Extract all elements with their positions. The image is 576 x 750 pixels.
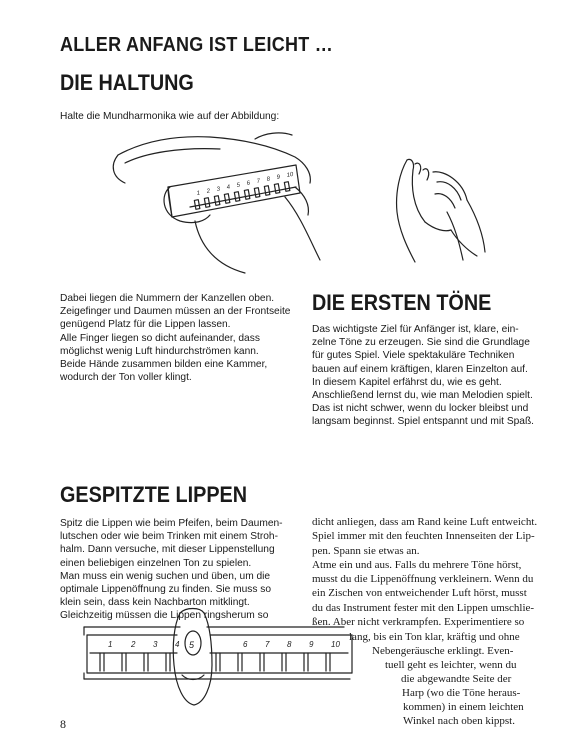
- lippen-left-line: Gleichzeitig müssen die Lippen ringsherum so: [60, 610, 269, 622]
- lippen-right-line: Atme ein und aus. Falls du mehrere Töne hörst,: [312, 558, 522, 571]
- ersten-toene-body-line: langsam beginnst. Spiel entspannt und mit Spaß.: [312, 416, 534, 428]
- haltung-body-line: wodurch der Ton voller klingt.: [60, 372, 192, 384]
- harmonica-hole-number: 5: [236, 182, 241, 189]
- lippen-wrap-line-2: Nebengeräusche erklingt. Even-: [372, 645, 514, 657]
- lippen-left-line: halm. Dann versuche, mit dieser Lippenstellung: [60, 544, 275, 556]
- page-number: 8: [60, 717, 66, 731]
- lippen-left-line: optimale Lippenöffnung zu finden. Sie muss so: [60, 584, 272, 596]
- haltung-body: [60, 292, 290, 384]
- lippen-wrap-line-5: Harp (wo die Töne heraus-: [402, 687, 521, 699]
- harmonica-hole-number: 2: [131, 640, 136, 649]
- harmonica-hole-number: 6: [246, 180, 251, 187]
- lippen-right-line: dicht anliegen, dass am Rand keine Luft entweicht.: [312, 516, 538, 528]
- page-title: ALLER ANFANG IST LEICHT …: [60, 34, 334, 56]
- lippen-left-line: Man muss ein wenig suchen und üben, um die: [60, 570, 271, 582]
- lippen-left-line: einen beliebigen einzelnen Ton zu spielen.: [60, 557, 252, 569]
- ersten-toene-body-line: bauen auf einem kräftigen, klaren Einzelton auf.: [312, 363, 528, 375]
- lippen-wrap-line-1: lang, bis ein Ton klar, kräftig und ohne: [349, 631, 520, 643]
- hand-holding-harmonica-illustration: [100, 125, 325, 285]
- section-heading-haltung: DIE HALTUNG: [60, 70, 194, 95]
- ersten-toene-body-line: Anschließend lernst du, wie man Melodien spielt.: [312, 390, 533, 402]
- lippen-left-line: Spitz die Lippen wie beim Pfeifen, beim Daumen-: [60, 518, 283, 529]
- section-heading-gespitzte-lippen: GESPITZTE LIPPEN: [60, 482, 248, 507]
- section-heading-ersten-toene: DIE ERSTEN TÖNE: [312, 290, 492, 315]
- harmonica-hole-number: 4: [226, 184, 231, 191]
- harmonica-hole-numbers: [196, 172, 294, 197]
- harmonica-hole-number: 10: [286, 171, 294, 179]
- harmonica-hole-number: 4: [175, 640, 180, 649]
- haltung-body-line: möglichst wenig Luft hindurchströmen kann.: [60, 345, 259, 357]
- harmonica-hole-number: 7: [256, 178, 261, 185]
- haltung-body-line: Beide Hände zusammen bilden eine Kammer,: [60, 359, 268, 371]
- haltung-intro: Halte die Mundharmonika wie auf der Abbildung:: [60, 111, 280, 122]
- haltung-body-line: Zeigefinger und Daumen müssen an der Frontseite: [60, 306, 291, 318]
- lippen-right-line: pen. Spann sie etwas an.: [312, 544, 420, 557]
- lippen-left-line: klein sein, dass kein Nachbarton mitklingt.: [60, 597, 250, 609]
- ersten-toene-body: [312, 323, 534, 429]
- harmonica-hole-number: 1: [108, 640, 113, 649]
- harmonica-hole-number: 8: [287, 640, 292, 649]
- lippen-right-line: Spiel immer mit den feuchten Innenseiten der Lip-: [312, 530, 535, 543]
- lippen-wrap-line-3: tuell geht es leichter, wenn du: [385, 659, 517, 671]
- harmonica-hole-number: 3: [216, 186, 221, 193]
- lippen-right-line: ein Zischen von entweichender Luft hörst, musst: [312, 587, 527, 600]
- harmonica-hole-number: 7: [265, 640, 270, 649]
- harmonica-hole-number: 1: [196, 190, 201, 197]
- haltung-body-line: genügend Platz für die Lippen lassen.: [60, 319, 231, 331]
- harmonica-hole-number: 5: [189, 640, 195, 650]
- harmonica-hole-number: 9: [276, 174, 281, 181]
- ersten-toene-body-line: zelne Töne zu erzeugen. Sie sind die Grundlage: [312, 337, 530, 349]
- lippen-right-line: ßen. Aber nicht verkrampfen. Experimentiere so: [312, 616, 525, 629]
- harmonica-hole-number: 6: [243, 640, 248, 649]
- ersten-toene-body-line: In diesem Kapitel erfährst du, wie es geht.: [312, 376, 502, 388]
- lippen-wrap-line-7: Winkel nach oben kippst.: [403, 715, 515, 727]
- haltung-body-line: Dabei liegen die Nummern der Kanzellen oben.: [60, 293, 275, 304]
- lippen-wrap-line-4: die abgewandte Seite der: [401, 673, 512, 685]
- haltung-body-line: Alle Finger liegen so dicht aufeinander, dass: [60, 332, 260, 344]
- ersten-toene-body-line: für gutes Spiel. Viele spektakuläre Techniken: [312, 350, 515, 362]
- harmonica-hole-number: 2: [206, 188, 211, 195]
- lippen-left-line: lutschen oder wie beim Trinken mit einem Stroh-: [60, 531, 278, 543]
- harmonica-hole-number: 3: [153, 640, 158, 649]
- harmonica-hole-number: 8: [266, 176, 271, 183]
- ersten-toene-body-line: Das wichtigste Ziel für Anfänger ist, klare, ein-: [312, 324, 519, 335]
- ersten-toene-body-line: Das ist nicht schwer, wenn du locker bleibst und: [312, 403, 529, 415]
- harmonica-with-lips-illustration: [82, 605, 372, 710]
- cupped-hands-illustration: [385, 152, 495, 272]
- harmonica-hole-number: 10: [331, 640, 340, 649]
- lippen-wrap-line-6: kommen) in einem leichten: [403, 701, 524, 713]
- harmonica-hole-number: 9: [309, 640, 314, 649]
- lippen-right-line: du das Instrument fester mit den Lippen umschlie-: [312, 601, 535, 614]
- lippen-right-line: musst du die Lippenöffnung verkleinern. Wenn du: [312, 573, 534, 586]
- harmonica-hole-numbers-bottom: [108, 640, 340, 650]
